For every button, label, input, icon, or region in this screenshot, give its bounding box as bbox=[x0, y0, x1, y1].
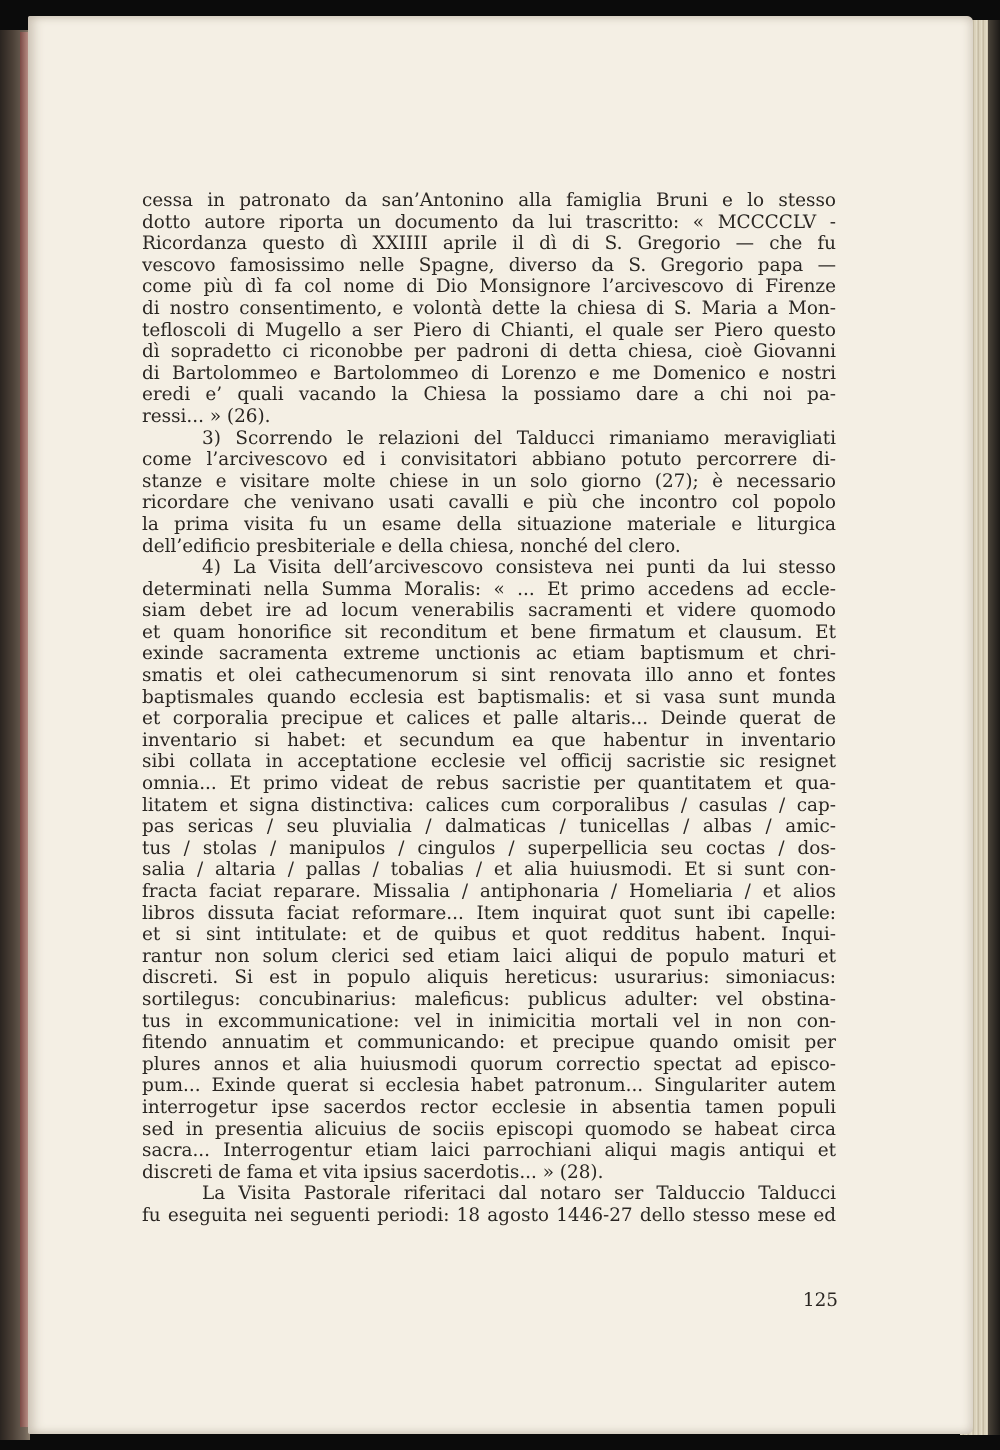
text-line: et si sint intitulate: et de quibus et quot redditus habent. Inqui- bbox=[142, 924, 836, 946]
text-line: fu eseguita nei seguenti periodi: 18 agosto 1446-27 dello stesso mese ed bbox=[142, 1204, 836, 1226]
text-line: exinde sacramenta extreme unctionis ac etiam baptismum et chri- bbox=[142, 643, 836, 665]
text-line: di Bartolommeo e Bartolommeo di Lorenzo e me Domenico e nostri bbox=[142, 362, 836, 384]
text-line: sibi collata in acceptatione ecclesie vel officij sacristie sic resignet bbox=[142, 751, 836, 773]
text-line: discreti de fama et vita ipsius sacerdotis... » (28). bbox=[142, 1161, 604, 1183]
text-line: sacra... Interrogentur etiam laici parrochiani aliqui magis antiqui et bbox=[142, 1140, 836, 1162]
text-line: tefloscoli di Mugello a ser Piero di Chianti, el quale ser Piero questo bbox=[142, 319, 836, 341]
body-text bbox=[142, 190, 836, 1227]
text-line: pum... Exinde querat si ecclesia habet patronum... Singulariter autem bbox=[142, 1075, 836, 1097]
text-line: determinati nella Summa Moralis: « ... Et primo accedens ad eccle- bbox=[142, 578, 836, 600]
text-line: Ricordanza questo dì XXIIII aprile il dì di S. Gregorio — che fu bbox=[142, 233, 836, 255]
text-line: La Visita Pastorale riferitaci dal notaro ser Talduccio Talducci bbox=[202, 1183, 836, 1205]
text-line: stanze e visitare molte chiese in un solo giorno (27); è necessario bbox=[142, 470, 836, 492]
text-line: inventario si habet: et secundum ea que habentur in inventario bbox=[142, 729, 836, 751]
text-line: fitendo annuatim et communicando: et precipue quando omisit per bbox=[142, 1032, 836, 1054]
text-line: dì sopradetto ci riconobbe per padroni di detta chiesa, cioè Giovanni bbox=[142, 341, 836, 363]
text-line: di nostro consentimento, e volontà dette la chiesa di S. Maria a Mon- bbox=[142, 297, 836, 319]
text-line: eredi e’ quali vacando la Chiesa la possiamo dare a chi noi pa- bbox=[142, 384, 836, 406]
text-line: come l’arcivescovo ed i convisitatori abbiano potuto percorrere di- bbox=[142, 449, 836, 471]
text-line: cessa in patronato da san’Antonino alla famiglia Bruni e lo stesso bbox=[142, 190, 836, 211]
text-line: 3) Scorrendo le relazioni del Talducci rimaniamo meravigliati bbox=[202, 427, 836, 449]
text-line: interrogetur ipse sacerdos rector ecclesie in absentia tamen populi bbox=[142, 1096, 836, 1118]
text-line: smatis et olei cathecumenorum si sint renovata illo anno et fontes bbox=[142, 665, 836, 687]
text-line: ressi... » (26). bbox=[142, 405, 271, 427]
book-cover-edge bbox=[988, 20, 1000, 1435]
text-line: dell’edificio presbiteriale e della chiesa, nonché del clero. bbox=[142, 535, 681, 557]
text-line: 4) La Visita dell’arcivescovo consisteva nei punti da lui stesso bbox=[202, 557, 836, 579]
text-line: plures annos et alia huiusmodi quorum correctio spectat ad episco- bbox=[142, 1053, 836, 1075]
text-line: omnia... Et primo videat de rebus sacristie per quantitatem et qua- bbox=[142, 773, 836, 795]
text-line: tus / stolas / manipulos / cingulos / superpellicia seu coctas / dos- bbox=[142, 837, 836, 859]
text-line: tus in excommunicatione: vel in inimicitia mortali vel in non con- bbox=[142, 1010, 836, 1032]
text-line: libros dissuta faciat reformare... Item inquirat quot sunt ibi capelle: bbox=[142, 902, 836, 924]
text-line: rantur non solum clerici sed etiam laici aliqui de populo maturi et bbox=[142, 945, 836, 967]
page-number: 125 bbox=[802, 1290, 838, 1311]
text-line: dotto autore riporta un documento da lui trascritto: « MCCCCLV - bbox=[142, 211, 836, 233]
text-line: sortilegus: concubinarius: maleficus: publicus adulter: vel obstina- bbox=[142, 988, 836, 1010]
text-line: salia / altaria / pallas / tobalias / et alia huiusmodi. Et si sunt con- bbox=[142, 859, 836, 881]
text-line: siam debet ire ad locum venerabilis sacramenti et videre quomodo bbox=[142, 600, 836, 622]
text-line: discreti. Si est in populo aliquis hereticus: usurarius: simoniacus: bbox=[142, 967, 836, 989]
text-line: baptismales quando ecclesia est baptismalis: et si vasa sunt munda bbox=[142, 686, 836, 708]
text-line: litatem et signa distinctiva: calices cum corporalibus / casulas / cap- bbox=[142, 794, 836, 816]
text-line: et corporalia precipue et calices et palle altaris... Deinde querat de bbox=[142, 708, 836, 730]
text-line: pas sericas / seu pluvialia / dalmaticas / tunicellas / albas / amic- bbox=[142, 816, 836, 838]
text-line: come più dì fa col nome di Dio Monsignore l’arcivescovo di Firenze bbox=[142, 276, 836, 298]
text-line: ricordare che venivano usati cavalli e più che incontro col popolo bbox=[142, 492, 836, 514]
text-line: vescovo famosissimo nelle Spagne, diverso da S. Gregorio papa — bbox=[142, 254, 836, 276]
text-line: la prima visita fu un esame della situazione materiale e liturgica bbox=[142, 513, 836, 535]
text-line: et quam honorifice sit reconditum et bene firmatum et clausum. Et bbox=[142, 621, 836, 643]
text-line: fracta faciat reparare. Missalia / antiphonaria / Homeliaria / et alios bbox=[142, 881, 836, 902]
text-line: sed in presentia alicuius de sociis episcopi quomodo se habeat circa bbox=[142, 1118, 836, 1140]
